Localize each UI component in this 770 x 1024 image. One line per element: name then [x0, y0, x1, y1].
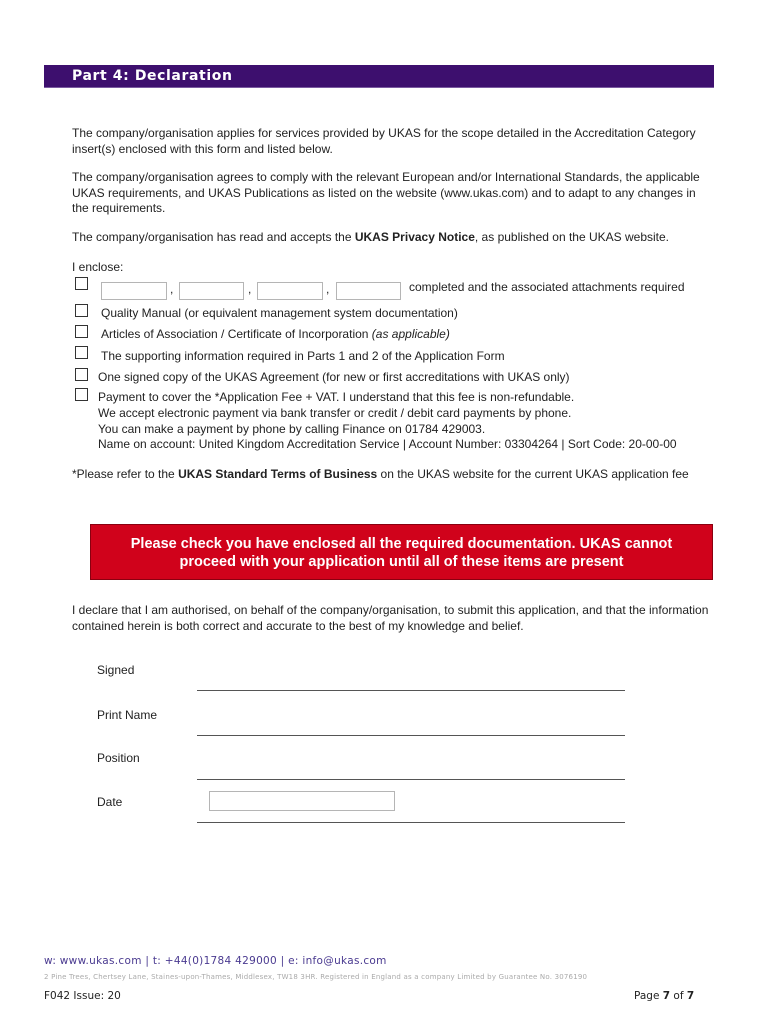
- footer-issue: F042 Issue: 20: [44, 990, 121, 1002]
- privacy-notice-link: UKAS Privacy Notice: [354, 230, 475, 244]
- print-name-label: Print Name: [97, 708, 158, 722]
- signed-line[interactable]: [197, 690, 625, 691]
- signed-label: Signed: [97, 663, 135, 677]
- enclose-heading: I enclose:: [72, 260, 124, 274]
- fee-note-before: *Please refer to the: [72, 467, 179, 481]
- page-prefix: Page: [634, 990, 663, 1002]
- footer-contact: w: www.ukas.com | t: +44(0)1784 429000 | e: info@ukas.com: [44, 955, 387, 967]
- payment-line-4: Name on account: United Kingdom Accreditation Service | Account Number: 03304264 | Sort Code: 20-00-00: [98, 437, 677, 451]
- page-current: 7: [662, 990, 671, 1002]
- supporting-info-label: The supporting information required in Parts 1 and 2 of the Application Form: [101, 349, 505, 363]
- separator: ,: [248, 282, 252, 296]
- checkbox-agreement[interactable]: [75, 368, 88, 381]
- articles-text: Articles of Association / Certificate of Incorporation: [101, 327, 372, 341]
- date-line: [197, 822, 625, 823]
- position-label: Position: [97, 751, 140, 765]
- page-total: 7: [686, 990, 695, 1002]
- payment-line-2: We accept electronic payment via bank transfer or credit / debit card payments by phone.: [98, 406, 572, 420]
- form-field-3[interactable]: [257, 282, 323, 300]
- payment-line-1: Payment to cover the *Application Fee + VAT. I understand that this fee is non-refundable.: [98, 390, 575, 404]
- date-field[interactable]: [209, 791, 395, 811]
- privacy-text-before: The company/organisation has read and accepts the: [72, 230, 355, 244]
- print-name-line[interactable]: [197, 735, 625, 736]
- articles-label: [101, 327, 450, 341]
- page-number: [634, 990, 694, 1002]
- articles-note: (as applicable): [371, 327, 450, 341]
- quality-manual-label: Quality Manual (or equivalent management system documentation): [101, 306, 458, 320]
- checkbox-payment[interactable]: [75, 388, 88, 401]
- forms-suffix: completed and the associated attachments required: [409, 280, 685, 294]
- section-header: [44, 65, 714, 88]
- position-line[interactable]: [197, 779, 625, 780]
- checkbox-articles[interactable]: [75, 325, 88, 338]
- agreement-label: One signed copy of the UKAS Agreement (for new or first accreditations with UKAS only): [98, 370, 570, 384]
- form-field-1[interactable]: [101, 282, 167, 300]
- fee-note-after: on the UKAS website for the current UKAS application fee: [377, 467, 689, 481]
- checkbox-supporting-info[interactable]: [75, 346, 88, 359]
- footer-address: 2 Pine Trees, Chertsey Lane, Staines-upon-Thames, Middlesex, TW18 3HR. Registered in England as a company Limited by Guarantee No. 3076190: [44, 973, 588, 981]
- page-of: of: [670, 990, 687, 1002]
- checkbox-forms[interactable]: [75, 277, 88, 290]
- privacy-text-after: , as published on the UKAS website.: [474, 230, 670, 244]
- intro-paragraph-2: The company/organisation agrees to comply with the relevant European and/or International Standards, the applicable UKAS requirements, and UKAS Publications as listed on the website (www.ukas.com) and to adapt to any changes in the requirements.: [72, 170, 700, 215]
- declaration-text: I declare that I am authorised, on behalf of the company/organisation, to submit this application, and that the information contained herein is both correct and accurate to the best of my knowledge and belief.: [72, 603, 709, 633]
- separator: ,: [170, 282, 174, 296]
- checkbox-quality-manual[interactable]: [75, 304, 88, 317]
- terms-of-business-link: UKAS Standard Terms of Business: [178, 467, 378, 481]
- form-field-4[interactable]: [336, 282, 401, 300]
- separator: ,: [326, 282, 330, 296]
- alert-line-1: Please check you have enclosed all the required documentation. UKAS cannot: [130, 536, 673, 552]
- section-title: Part 4: Declaration: [72, 68, 233, 84]
- form-field-2[interactable]: [179, 282, 244, 300]
- intro-paragraph-1: The company/organisation applies for services provided by UKAS for the scope detailed in the Accreditation Category insert(s) enclosed with this form and listed below.: [72, 126, 696, 156]
- intro-paragraph-3: [72, 230, 712, 246]
- payment-line-3: You can make a payment by phone by calling Finance on 01784 429003.: [98, 422, 486, 436]
- alert-line-2: proceed with your application until all of these items are present: [179, 554, 624, 570]
- date-label: Date: [97, 795, 123, 809]
- fee-note: [72, 467, 689, 481]
- documentation-alert: [90, 524, 713, 580]
